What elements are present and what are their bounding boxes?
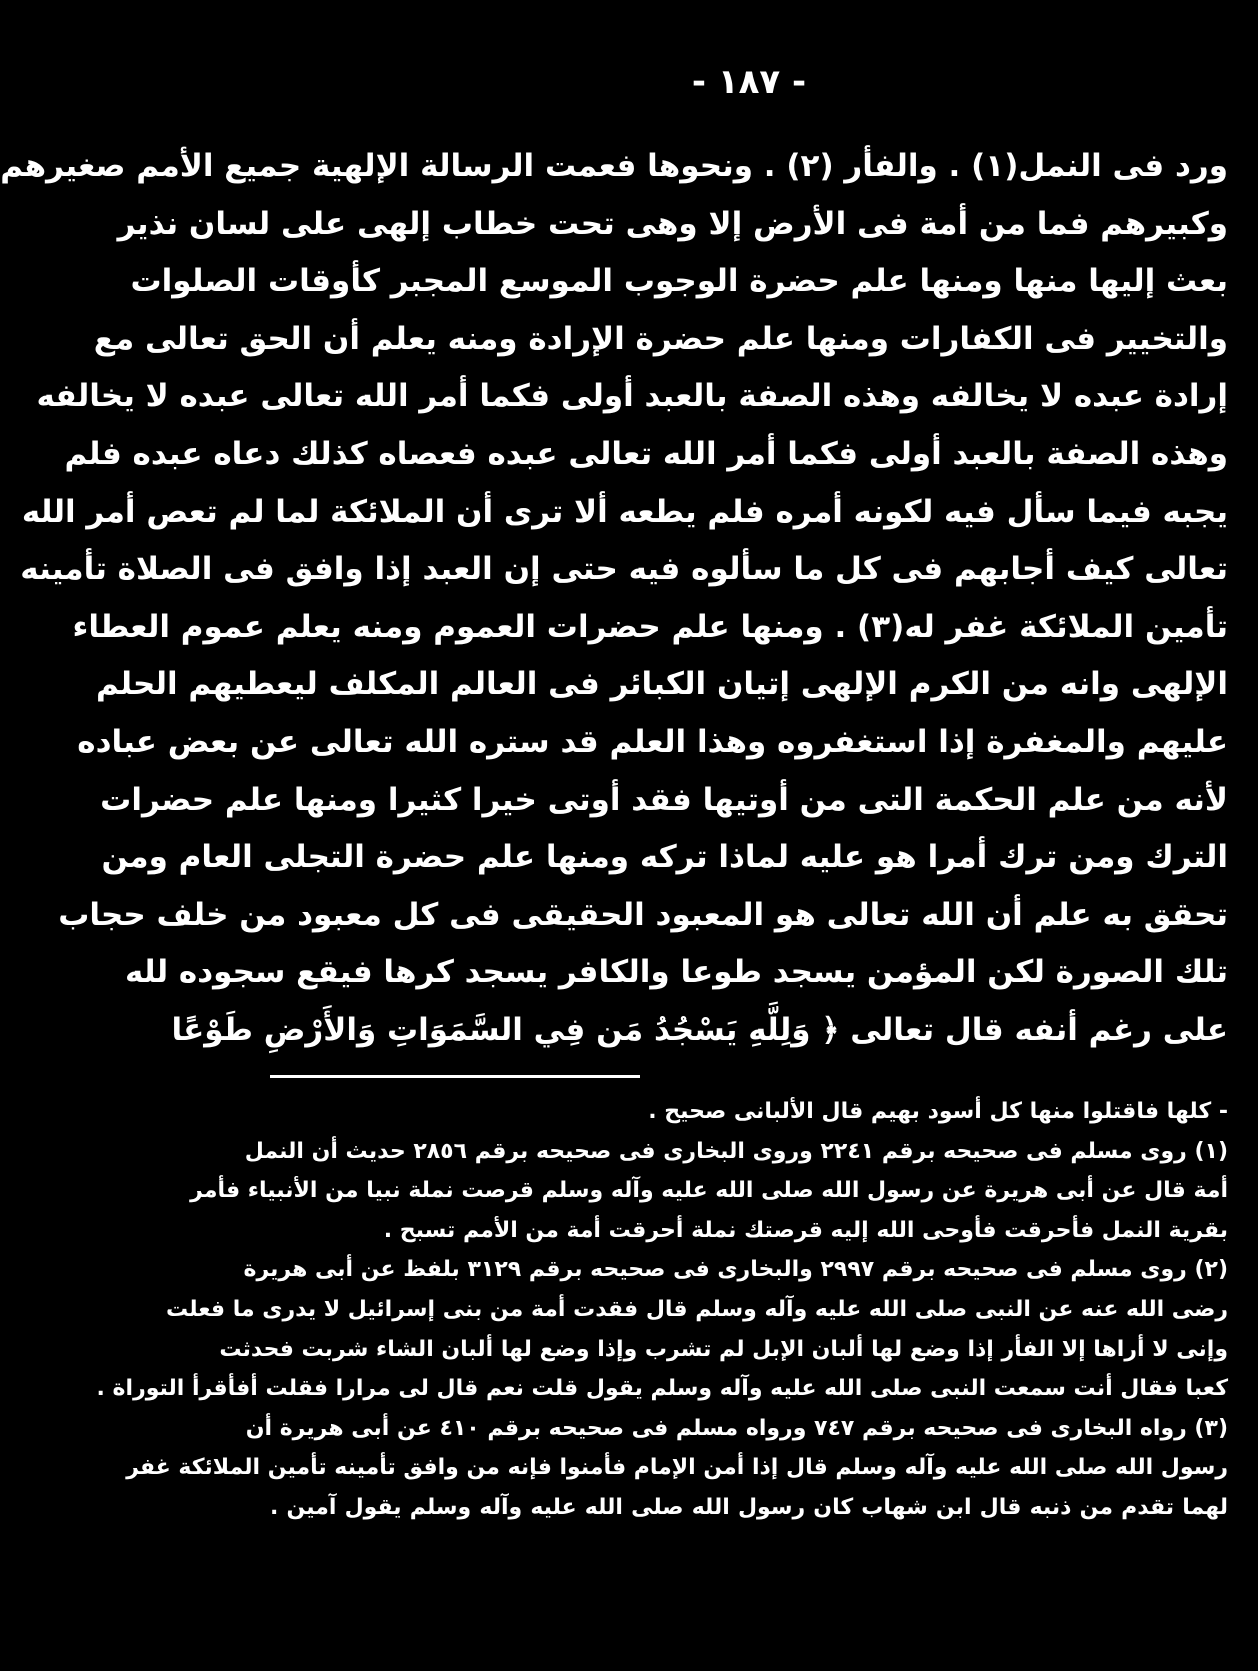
footnote-line: (١) روى مسلم فى صحيحه برقم ٢٢٤١ وروى البخارى فى صحيحه برقم ٢٨٥٦ حديث أن النمل <box>244 1138 1228 1164</box>
text-line: على رغم أنفه قال تعالى ﴿ وَلِلَّهِ يَسْجُدُ مَن فِي السَّمَوَاتِ وَالأَرْضِ طَوْعًا <box>171 1011 1228 1048</box>
footnote-line: - كلها فاقتلوا منها كل أسود بهيم قال الألبانى صحيح . <box>648 1099 1228 1124</box>
footnote-line: كعبا فقال أنت سمعت النبى صلى الله عليه وآله وسلم يقول قلت نعم قال لى مرارا فقلت أفأقرأ التوراة . <box>96 1376 1228 1402</box>
text-line: بعث إليها منها ومنها علم حضرة الوجوب الموسع المجبر كأوقات الصلوات <box>130 263 1228 300</box>
footnote-line: بقرية النمل فأحرقت فأوحى الله إليه قرصتك نملة أحرقت أمة من الأمم تسبح . <box>383 1217 1228 1243</box>
text-line: تحقق به علم أن الله تعالى هو المعبود الحقيقى فى كل معبود من خلف حجاب <box>58 896 1228 933</box>
text-line: لأنه من علم الحكمة التى من أوتيها فقد أوتى خيرا كثيرا ومنها علم حضرات <box>100 781 1228 818</box>
text-line: عليهم والمغفرة إذا استغفروه وهذا العلم قد ستره الله تعالى عن بعض عباده <box>77 723 1228 760</box>
text-line: وهذه الصفة بالعبد أولى فكما أمر الله تعالى عبده فعصاه كذلك دعاه عبده فلم <box>64 435 1228 472</box>
text-line: الترك ومن ترك أمرا هو عليه لماذا تركه ومنها علم حضرة التجلى العام ومن <box>101 839 1228 876</box>
text-line: تلك الصورة لكن المؤمن يسجد طوعا والكافر يسجد كرها فيقع سجوده لله <box>125 954 1228 991</box>
main-text <box>0 138 1228 1060</box>
text-line: إرادة عبده لا يخالفه وهذه الصفة بالعبد أولى فكما أمر الله تعالى عبده لا يخالفه <box>36 378 1228 415</box>
footnote-line: أمة قال عن أبى هريرة عن رسول الله صلى الله عليه وآله وسلم قرصت نملة نبيا من الأنبياء فأمر <box>190 1178 1228 1204</box>
text-line: تعالى كيف أجابهم فى كل ما سألوه فيه حتى إن العبد إذا وافق فى الصلاة تأمينه <box>20 551 1228 588</box>
text-line: الإلهى وانه من الكرم الإلهى إتيان الكبائر فى العالم المكلف ليعطيهم الحلم <box>96 666 1228 703</box>
footnote-line: لهما تقدم من ذنبه قال ابن شهاب كان رسول الله صلى الله عليه وآله وسلم يقول آمين . <box>270 1494 1228 1520</box>
text-line: ورد فى النمل(١) . والفأر (٢) . ونحوها فعمت الرسالة الإلهية جميع الأمم صغيرهم <box>0 148 1228 184</box>
footnote-line: (٣) رواه البخارى فى صحيحه برقم ٧٤٧ ورواه مسلم فى صحيحه برقم ٤١٠ عن أبى هريرة أن <box>245 1415 1228 1441</box>
footnotes <box>96 1092 1228 1528</box>
text-line: يجبه فيما سأل فيه لكونه أمره فلم يطعه ألا ترى أن الملائكة لما لم تعص أمر الله <box>21 493 1228 530</box>
footnote-line: رسول الله صلى الله عليه وآله وسلم قال إذا أمن الإمام فأمنوا فإنه من وافق تأمينه تأمين الملائكة غفر <box>126 1455 1228 1481</box>
page-number: - ١٨٧ - <box>691 62 807 102</box>
footnote-line: (٢) روى مسلم فى صحيحه برقم ٢٩٩٧ والبخارى فى صحيحه برقم ٣١٢٩ بلفظ عن أبى هريرة <box>243 1257 1228 1283</box>
text-line: تأمين الملائكة غفر له(٣) . ومنها علم حضرات العموم ومنه يعلم عموم العطاء <box>72 608 1228 645</box>
text-line: وكبيرهم فما من أمة فى الأرض إلا وهى تحت خطاب إلهى على لسان نذير <box>117 205 1228 242</box>
footnote-line: وإنى لا أراها إلا الفأر إذا وضع لها ألبان الإبل لم تشرب وإذا وضع لها ألبان الشاء شربت فحدثت <box>219 1336 1228 1362</box>
footnote-line: رضى الله عنه عن النبى صلى الله عليه وآله وسلم قال فقدت أمة من بنى إسرائيل لا يدرى ما فعلت <box>165 1296 1228 1322</box>
text-line: والتخيير فى الكفارات ومنها علم حضرة الإرادة ومنه يعلم أن الحق تعالى مع <box>93 320 1228 357</box>
footnote-separator <box>270 1075 640 1078</box>
